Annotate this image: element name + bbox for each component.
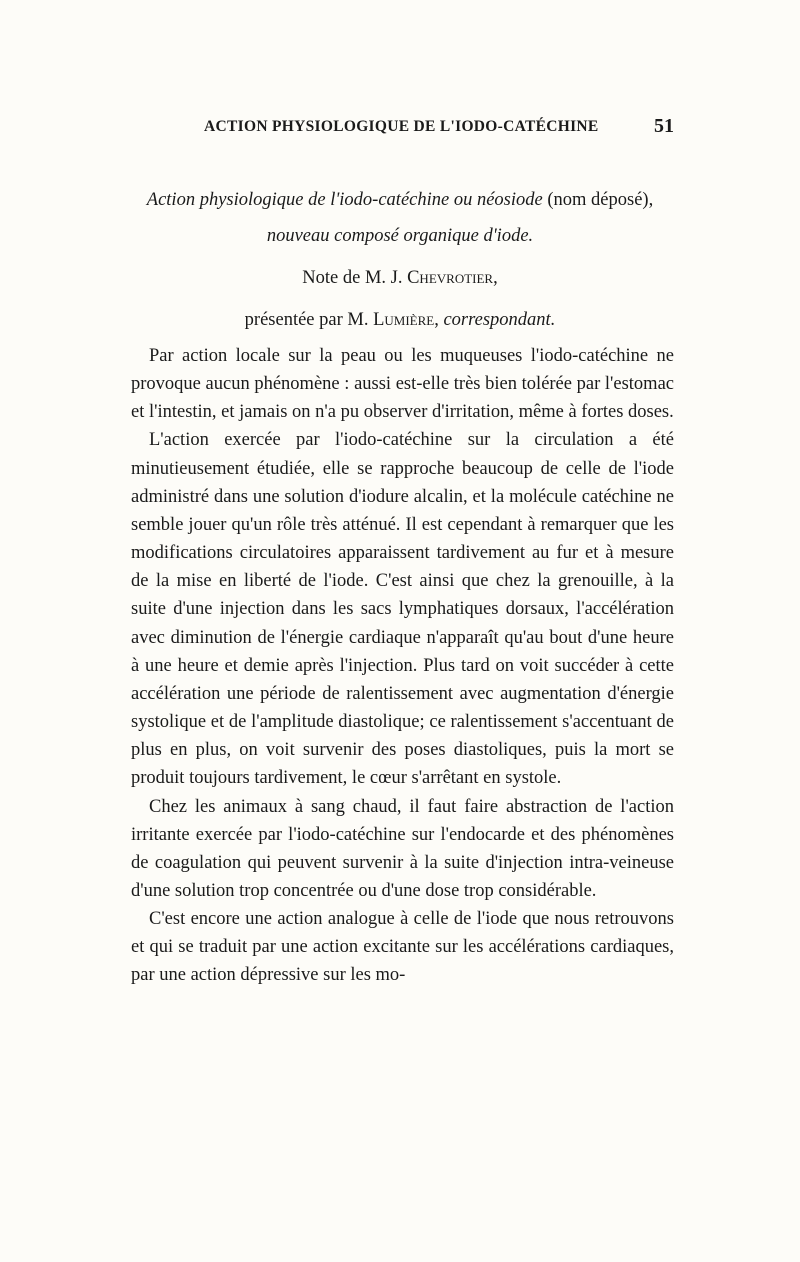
article-heading [126, 180, 674, 340]
page-number: 51 [654, 115, 674, 137]
article-subtitle: nouveau composé organique d'iode. [266, 226, 534, 246]
running-head [126, 115, 674, 140]
presenter-prefix: présentée par M. [244, 310, 374, 330]
paragraph-3: Chez les animaux à sang chaud, il faut faire abstraction de l'action irritante exercée par l'iodo-catéchine sur l'endocarde et des phénomènes de coagulation qui peuvent survenir à la suite d'injection intra-veineuse d'une solution trop concentrée ou d'une dose trop considérable. [131, 796, 674, 901]
presenter-line [126, 300, 674, 340]
presenter-role: correspondant. [443, 310, 556, 330]
presenter-name: Lumière [373, 310, 435, 330]
paragraph-2: L'action exercée par l'iodo-catéchine sur la circulation a été minutieusement étudiée, elle se rapproche beaucoup de celle de l'iode administré dans une solution d'iodure alcalin, et la molécule catéchine ne semble jouer qu'un rôle très atténué. Il est cependant à remarquer que les modifications circulatoires apparaissent tardivement au fur et à mesure de la mise en liberté de l'iode. C'est ainsi que chez la grenouille, à la suite d'une injection dans les sacs lymphatiques dorsaux, l'accélération avec diminution de l'énergie cardiaque n'apparaît qu'au bout d'une heure à une heure et demie après l'injection. Plus tard on voit succéder à cette accélération une période de ralentissement avec augmentation d'énergie systolique et de l'amplitude diastolique; ce ralentissement s'accentuant de plus en plus, on voit survenir des poses diastoliques, puis la mort se produit toujours tardivement, le cœur s'arrêtant en systole. [131, 430, 674, 789]
body-text [131, 342, 674, 990]
presenter-sep: , [434, 310, 444, 330]
paragraph-1: Par action locale sur la peau ou les muqueuses l'iodo-catéchine ne provoque aucun phénomène : aussi est-elle très bien tolérée par l'estomac et l'intestin, et jamais on n'a pu observer d'irritation, même à fortes doses. [131, 346, 674, 423]
author-name: Chevrotier, [407, 268, 498, 288]
running-title: ACTION PHYSIOLOGIQUE DE L'IODO-CATÉCHINE [204, 118, 599, 135]
article-title-registered: (nom déposé), [542, 190, 654, 210]
paragraph-4: C'est encore une action analogue à celle de l'iode que nous retrouvons et qui se traduit par une action excitante sur les accélérations cardiaques, par une action dépressive sur les mo- [131, 909, 674, 986]
article-title-line-2 [126, 220, 674, 252]
author-note [126, 258, 674, 298]
article-title-italic: Action physiologique de l'iodo-catéchine ou néosiode [146, 190, 543, 210]
article-title-line-1 [126, 180, 674, 220]
author-note-prefix: Note de M. J. [302, 268, 408, 288]
